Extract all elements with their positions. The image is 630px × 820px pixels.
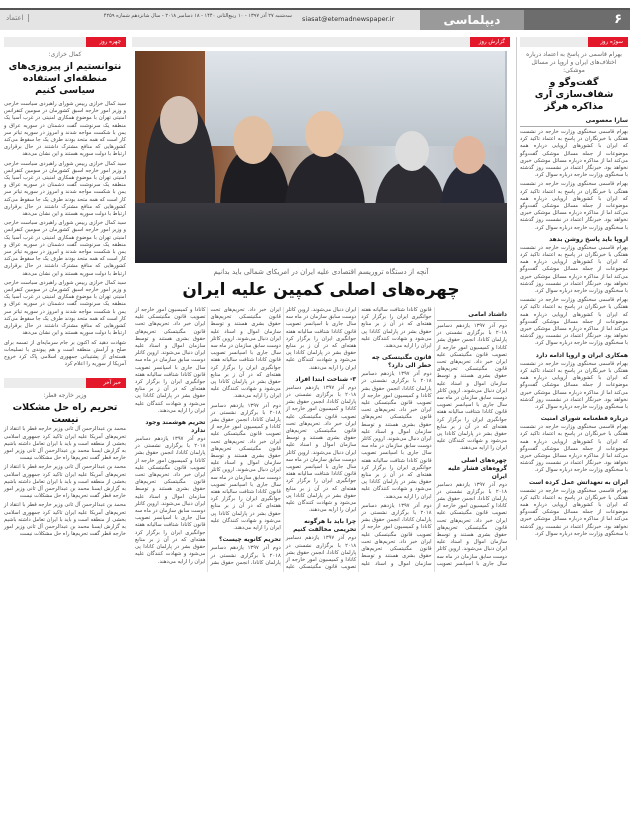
label-text: چهره روز <box>86 37 126 47</box>
article-body: سید کمال خرازی رییس شورای راهبردی سیاست خارجی و وزیر امور خارجه اسبق کشورمان در سومین کنفرانس امنیتی تهران با موضوع همکاری امنیتی در غرب آسیا یک منطقه یک سرنوشت گفت دشمنان در سوریه عراق و یمن با شکست مواجه شدند و امروز در سوریه تیاتر سر کار است که همه متحد بودند طرف یک جا سقوط می‌کند کشورهایی که منافع مشترک داشتند در حال برقراری ارتباط با دولت سوریه هستند و این نشان می‌دهد <box>4 101 126 158</box>
subhead: همکاری ایران و اروپا ادامه دارد <box>535 351 628 359</box>
author: سارا معصومی <box>520 117 628 127</box>
subhead: درباره قطعنامه شورای امنیت <box>540 415 628 423</box>
section-title: دیپلماسی <box>420 10 524 30</box>
label-text: گزارش روز <box>470 37 510 47</box>
article-body: بهرام قاسمی سخنگوی وزارت خارجه در نشست هفتگی با خبرنگاران در پاسخ به اعتماد تاکید کرد که ایران با کشورهای اروپایی درباره همه موضوعات از جمله مسائل موشکی گفت‌وگو می‌کند اما از مذاکره درباره مسائل موشکی خبری نخواهد بود. خبرنگار اعتماد در نشست روز گذشته با سخنگوی وزارت خارجه درباره سوال کرد. <box>520 297 628 347</box>
subhead: چهره‌های اصلی گروه‌های فشار علیه ایران <box>448 456 507 480</box>
subhead: قانون مگنیتسکی چه خطر الی دارد؟ <box>371 354 432 370</box>
page-number: ۶ <box>524 10 630 30</box>
article-body: محمد بن عبدالرحمن آل ثانی وزیر خارجه قطر با انتقاد از تحریم‌های آمریکا علیه ایران تاکید کرد جمهوری اسلامی بخشی از منطقه است و باید با ایران تعامل داشته باشیم به گزارش ایسنا محمد بن عبدالرحمن آل ثانی وزیر امور خارجه قطر گفت تحریم‌ها راه حل مشکلات نیست <box>4 426 126 462</box>
article-title: گفت‌وگو و شفاف‌سازی آری مذاکره هرگز <box>534 77 614 112</box>
subhead: تحریم کانویه چیست؟ <box>219 536 281 544</box>
article-body: بهرام قاسمی سخنگوی وزارت خارجه در نشست هفتگی با خبرنگاران در پاسخ به اعتماد تاکید کرد که ایران با کشورهای اروپایی درباره همه موضوعات از جمله مسائل موشکی گفت‌وگو می‌کند اما از مذاکره درباره مسائل موشکی خبری نخواهد بود. خبرنگار اعتماد در نشست روز گذشته با سخنگوی وزارت خارجه درباره سوال کرد. <box>520 424 628 474</box>
article-body: دوم آذر ۱۳۹۷ یازدهم دسامبر ۲۰۱۸ با برگزاری نشستی در پارلمان کانادا، انجمن حقوق بشر کانادا و کمیسیون امور خارجه از تصویب قانون مگنیتسکی علیه ایران خبر داد. تحریم‌های تحت قانون مگنیتسکی تحریم‌های حقوق بشری هستند و توسط سازمان اموال و اسناد علیه ایران دنبال می‌شوند. اروین کاتلر دوست سابق سازمان در ماه سه سال جاری با اسپانسر تصویب قانون کانادا شتافت سالیانه هفته جوانگیری ایران را برگزار کرد هفته‌ای که در آن ز بر منابع حقوق بشر در پارلمان کانادا پی می‌شود و شهادت کنندگان علیه ایران را ارایه می‌دهند. <box>361 307 507 567</box>
kicker: وزیر خارجه قطر: <box>43 392 87 400</box>
subhead: چرا باید با هرگونه تحریمی مخالفت کنیم <box>293 518 357 534</box>
left-column <box>4 37 126 540</box>
article-body: محمد بن عبدالرحمن آل ثانی وزیر خارجه قطر با انتقاد از تحریم‌های آمریکا علیه ایران تاکید کرد جمهوری اسلامی بخشی از منطقه است و باید با ایران تعامل داشته باشیم به گزارش ایسنا محمد بن عبدالرحمن آل ثانی وزیر امور خارجه قطر گفت تحریم‌ها راه حل مشکلات نیست <box>4 502 126 538</box>
page-header <box>0 8 630 30</box>
article-body: بهرام قاسمی سخنگوی وزارت خارجه در نشست هفتگی با خبرنگاران در پاسخ به اعتماد تاکید کرد که ایران با کشورهای اروپایی درباره همه موضوعات از جمله مسائل موشکی گفت‌وگو می‌کند اما از مذاکره درباره مسائل موشکی خبری نخواهد بود. خبرنگار اعتماد در نشست روز گذشته با سخنگوی وزارت خارجه درباره سوال کرد. <box>520 360 628 410</box>
subhead: ۳- شناخت ابتدا افراد <box>295 375 357 383</box>
article-body: دوم آذر ۱۳۹۷ یازدهم دسامبر ۲۰۱۸ با برگزاری نشستی در پارلمان کانادا، انجمن حقوق بشر کانادا و کمیسیون امور خارجه از تصویب قانون مگنیتسکی علیه ایران خبر داد. تحریم‌های تحت قانون مگنیتسکی تحریم‌های حقوق بشری هستند و توسط سازمان اموال و اسناد علیه ایران دنبال می‌شوند. اروین کاتلر دوست سابق سازمان در ماه سه سال جاری با اسپانسر تصویب قانون کانادا شتافت سالیانه هفته جوانگیری ایران را برگزار کرد هفته‌ای که در آن ز بر منابع حقوق بشر در پارلمان کانادا پی می‌شود و شهادت کنندگان علیه ایران را ارایه می‌دهند. <box>285 384 357 514</box>
email-link[interactable]: siasat@etemadnewspaper.ir <box>302 15 395 23</box>
section-label <box>520 37 628 47</box>
label-text: سوژه روز <box>588 37 628 47</box>
article-body: بهرام قاسمی سخنگوی وزارت خارجه در نشست هفتگی با خبرنگاران در پاسخ به اعتماد تاکید کرد که ایران با کشورهای اروپایی درباره همه موضوعات از جمله مسائل موشکی گفت‌وگو می‌کند اما از مذاکره درباره مسائل موشکی خبری نخواهد بود. خبرنگار اعتماد در نشست روز گذشته با سخنگوی وزارت خارجه درباره سوال کرد. <box>520 244 628 295</box>
article-body: بهرام قاسمی سخنگوی وزارت خارجه در نشست هفتگی با خبرنگاران در پاسخ به اعتماد تاکید کرد که ایران با کشورهای اروپایی درباره همه موضوعات از جمله مسائل موشکی گفت‌وگو می‌کند اما از مذاکره درباره مسائل موشکی خبری نخواهد بود. خبرنگار اعتماد در نشست روز گذشته با سخنگوی وزارت خارجه درباره سوال کرد. <box>520 181 628 231</box>
section-label <box>4 378 126 388</box>
issue-date: سه‌شنبه ۲۷ آذر ۱۳۹۷ - ۱۰ ربیع‌الثانی ۱۴۴۰ - ۱۸ دسامبر ۲۰۱۸ - سال شانزدهم شماره ۴۲۵۹ <box>103 13 292 19</box>
subhead: ایران به تعهداتش عمل کرده است <box>528 478 628 486</box>
article-body: دوم آذر ۱۳۹۷ یازدهم دسامبر ۲۰۱۸ با برگزاری نشستی در پارلمان کانادا، انجمن حقوق بشر کانادا و کمیسیون امور خارجه از تصویب قانون مگنیتسکی علیه ایران خبر داد. تحریم‌های تحت قانون مگنیتسکی تحریم‌های حقوق بشری هستند و توسط سازمان اموال و اسناد علیه ایران دنبال می‌شوند. اروین کاتلر دوست سابق سازمان در ماه سه سال جاری با اسپانسر تصویب قانون کانادا شتافت سالیانه هفته جوانگیری ایران را برگزار کرد هفته‌ای که در آن ز بر منابع حقوق بشر در پارلمان کانادا پی می‌شود و شهادت کنندگان علیه ایران را ارایه می‌دهند. <box>210 307 357 571</box>
article-body: دوم آذر ۱۳۹۷ یازدهم دسامبر ۲۰۱۸ با برگزاری نشستی در پارلمان کانادا، انجمن حقوق بشر کانادا و کمیسیون امور خارجه از تصویب قانون مگنیتسکی علیه ایران خبر داد. تحریم‌های تحت قانون مگنیتسکی تحریم‌های حقوق بشری هستند و توسط سازمان اموال و اسناد علیه ایران دنبال می‌شوند. اروین کاتلر دوست سابق سازمان در ماه سه سال جاری با اسپانسر تصویب قانون کانادا شتافت سالیانه هفته جوانگیری ایران را برگزار کرد هفته‌ای که در آن ز بر منابع حقوق بشر در پارلمان کانادا پی می‌شود و شهادت کنندگان علیه ایران را ارایه می‌دهند. <box>210 402 281 532</box>
label-text: خبر آخر <box>86 378 126 388</box>
article-body: سید کمال خرازی رییس شورای راهبردی سیاست خارجی و وزیر امور خارجه اسبق کشورمان در سومین کنفرانس امنیتی تهران با موضوع همکاری امنیتی در غرب آسیا یک منطقه یک سرنوشت گفت دشمنان در سوریه عراق و یمن با شکست مواجه شدند و امروز در سوریه تیاتر سر کار است که همه متحد بودند طرف یک جا سقوط می‌کند کشورهایی که منافع مشترک داشتند در حال برقراری ارتباط با دولت سوریه هستند و این نشان می‌دهد <box>4 160 126 218</box>
article-body: سید کمال خرازی رییس شورای راهبردی سیاست خارجی و وزیر امور خارجه اسبق کشورمان در سومین کنفرانس امنیتی تهران با موضوع همکاری امنیتی در غرب آسیا یک منطقه یک سرنوشت گفت دشمنان در سوریه عراق و یمن با شکست مواجه شدند و امروز در سوریه تیاتر سر کار است که همه متحد بودند طرف یک جا سقوط می‌کند کشورهایی که منافع مشترک داشتند در حال برقراری ارتباط با دولت سوریه هستند و این نشان می‌دهد <box>4 279 126 337</box>
section-label <box>132 37 510 47</box>
article-title: نتوانستیم از پیروزی‌های منطقه‌ای استفاده سیاسی کنیم <box>8 61 122 96</box>
article-body: شهادت دهید که اکنون بر جام سرمایه‌ای از تسمه برای صلح و آرامش منطقه است و هم‌ پیوندی با تسلیحات هسته‌ای از پشتیبانی جمهوری اسلامی پاک کرد خروج آمریکا از سوریه را اعلام کرد <box>4 339 126 368</box>
article-body: دوم آذر ۱۳۹۷ یازدهم دسامبر ۲۰۱۸ با برگزاری نشستی در پارلمان کانادا، انجمن حقوق بشر کانادا و کمیسیون امور خارجه از تصویب قانون مگنیتسکی علیه ایران خبر داد. تحریم‌های تحت قانون مگنیتسکی تحریم‌های حقوق بشری هستند و توسط سازمان اموال و اسناد علیه ایران دنبال می‌شوند. اروین کاتلر دوست سابق سازمان در ماه سه سال جاری با اسپانسر تصویب قانون کانادا شتافت سالیانه هفته جوانگیری ایران را برگزار کرد هفته‌ای که در آن ز بر منابع حقوق بشر در پارلمان کانادا پی می‌شود و شهادت کنندگان علیه ایران را ارایه می‌دهند. <box>135 436 206 565</box>
newspaper-logo: اعتماد <box>6 14 29 22</box>
article-columns <box>132 307 510 572</box>
right-column <box>516 37 628 540</box>
article-body: محمد بن عبدالرحمن آل ثانی وزیر خارجه قطر با انتقاد از تحریم‌های آمریکا علیه ایران تاکید کرد جمهوری اسلامی بخشی از منطقه است و باید با ایران تعامل داشته باشیم به گزارش ایسنا محمد بن عبدالرحمن آل ثانی وزیر امور خارجه قطر گفت تحریم‌ها راه حل مشکلات نیست <box>4 464 126 500</box>
article-title: تحریم راه حل مشکلات نیست <box>12 402 118 426</box>
subhead: تحریم هوشمند وجود ندارد <box>145 419 206 435</box>
kicker: آنچه از دستگاه تروریسم اقتصادی علیه ایران در امریکای شمالی باید بدانیم <box>213 268 429 276</box>
main-headline: چهره‌های اصلی کمپین علیه ایران <box>182 280 460 300</box>
latest-news-block <box>4 378 126 538</box>
center-column <box>132 37 510 572</box>
article-body: دوم آذر ۱۳۹۷ یازدهم دسامبر ۲۰۱۸ با برگزاری نشستی در پارلمان کانادا، انجمن حقوق بشر کانادا و کمیسیون امور خارجه از تصویب قانون مگنیتسکی علیه ایران خبر داد. تحریم‌های تحت قانون مگنیتسکی تحریم‌های حقوق بشری هستند و توسط سازمان اموال و اسناد علیه ایران دنبال می‌شوند. اروین کاتلر دوست سابق سازمان در ماه سه سال جاری با اسپانسر تصویب قانون کانادا شتافت سالیانه هفته جوانگیری ایران را برگزار کرد هفته‌ای که در آن ز بر منابع حقوق بشر در پارلمان کانادا پی می‌شود و شهادت کنندگان علیه ایران را ارایه می‌دهند. <box>436 323 507 452</box>
author: داشتاد امامی <box>437 311 507 321</box>
kicker: بهرام قاسمی در پاسخ به اعتماد درباره اختلاف‌های ایران و اروپا در مسائل موشکی: <box>526 51 622 74</box>
kicker: کمال خرازی: <box>48 51 82 58</box>
section-label <box>4 37 126 47</box>
subhead: اروپا باید پاسخ روشن بدهد <box>549 235 628 243</box>
article-body: بهرام قاسمی سخنگوی وزارت خارجه در نشست هفتگی با خبرنگاران در پاسخ به اعتماد تاکید کرد که ایران با کشورهای اروپایی درباره همه موضوعات از جمله مسائل موشکی گفت‌وگو می‌کند اما از مذاکره درباره مسائل موشکی خبری نخواهد بود. خبرنگار اعتماد در نشست روز گذشته با سخنگوی وزارت خارجه درباره سوال کرد. <box>520 487 628 537</box>
article-body: دوم آذر ۱۳۹۷ یازدهم دسامبر ۲۰۱۸ با برگزاری نشستی در پارلمان کانادا، انجمن حقوق بشر کانادا و کمیسیون امور خارجه از تصویب قانون مگنیتسکی علیه ایران خبر داد. تحریم‌های تحت قانون مگنیتسکی تحریم‌های حقوق بشری هستند و توسط سازمان اموال و اسناد علیه ایران دنبال می‌شوند. اروین کاتلر دوست سابق سازمان در ماه سه سال جاری با اسپانسر تصویب قانون کانادا شتافت سالیانه هفته جوانگیری ایران را برگزار کرد هفته‌ای که در آن ز بر منابع حقوق بشر در پارلمان کانادا پی می‌شود و شهادت کنندگان علیه ایران را ارایه می‌دهند. <box>361 371 432 500</box>
article-body: سید کمال خرازی رییس شورای راهبردی سیاست خارجی و وزیر امور خارجه اسبق کشورمان در سومین کنفرانس امنیتی تهران با موضوع همکاری امنیتی در غرب آسیا یک منطقه یک سرنوشت گفت دشمنان در سوریه عراق و یمن با شکست مواجه شدند و امروز در سوریه تیاتر سر کار است که همه متحد بودند طرف یک جا سقوط می‌کند کشورهایی که منافع مشترک داشتند در حال برقراری ارتباط با دولت سوریه هستند و این نشان می‌دهد <box>4 220 126 277</box>
article-body: بهرام قاسمی سخنگوی وزارت خارجه در نشست هفتگی با خبرنگاران در پاسخ به اعتماد تاکید کرد که ایران با کشورهای اروپایی درباره همه موضوعات از جمله مسائل موشکی گفت‌وگو می‌کند اما از مذاکره درباره مسائل موشکی خبری نخواهد بود. خبرنگار اعتماد در نشست روز گذشته با سخنگوی وزارت خارجه درباره سوال کرد. <box>520 129 628 179</box>
conference-photo <box>135 51 507 263</box>
article-body: دوم آذر ۱۳۹۷ یازدهم دسامبر ۲۰۱۸ با برگزاری نشستی در پارلمان کانادا، انجمن حقوق بشر کانادا و کمیسیون امور خارجه از تصویب قانون مگنیتسکی علیه ایران خبر داد. تحریم‌های تحت قانون مگنیتسکی تحریم‌های حقوق بشری هستند و توسط سازمان اموال و اسناد علیه ایران دنبال می‌شوند. اروین کاتلر دوست سابق سازمان در ماه سه سال جاری با اسپانسر تصویب قانون کانادا شتافت سالیانه هفته جوانگیری ایران را برگزار کرد هفته‌ای که در آن ز بر منابع حقوق بشر در پارلمان کانادا پی می‌شود و شهادت کنندگان علیه ایران را ارایه می‌دهند. <box>135 307 281 566</box>
article-body: دوم آذر ۱۳۹۷ یازدهم دسامبر ۲۰۱۸ با برگزاری نشستی در پارلمان کانادا، انجمن حقوق بشر کانادا و کمیسیون امور خارجه از تصویب قانون مگنیتسکی علیه ایران خبر داد. تحریم‌های تحت قانون مگنیتسکی تحریم‌های حقوق بشری هستند و توسط سازمان اموال و اسناد علیه ایران دنبال می‌شوند. اروین کاتلر دوست سابق سازمان در ماه سه سال جاری با اسپانسر تصویب قانون کانادا شتافت سالیانه هفته جوانگیری ایران را برگزار کرد هفته‌ای که در آن ز بر منابع حقوق بشر در پارلمان کانادا پی می‌شود و شهادت کنندگان علیه ایران را ارایه می‌دهند. <box>285 307 432 567</box>
